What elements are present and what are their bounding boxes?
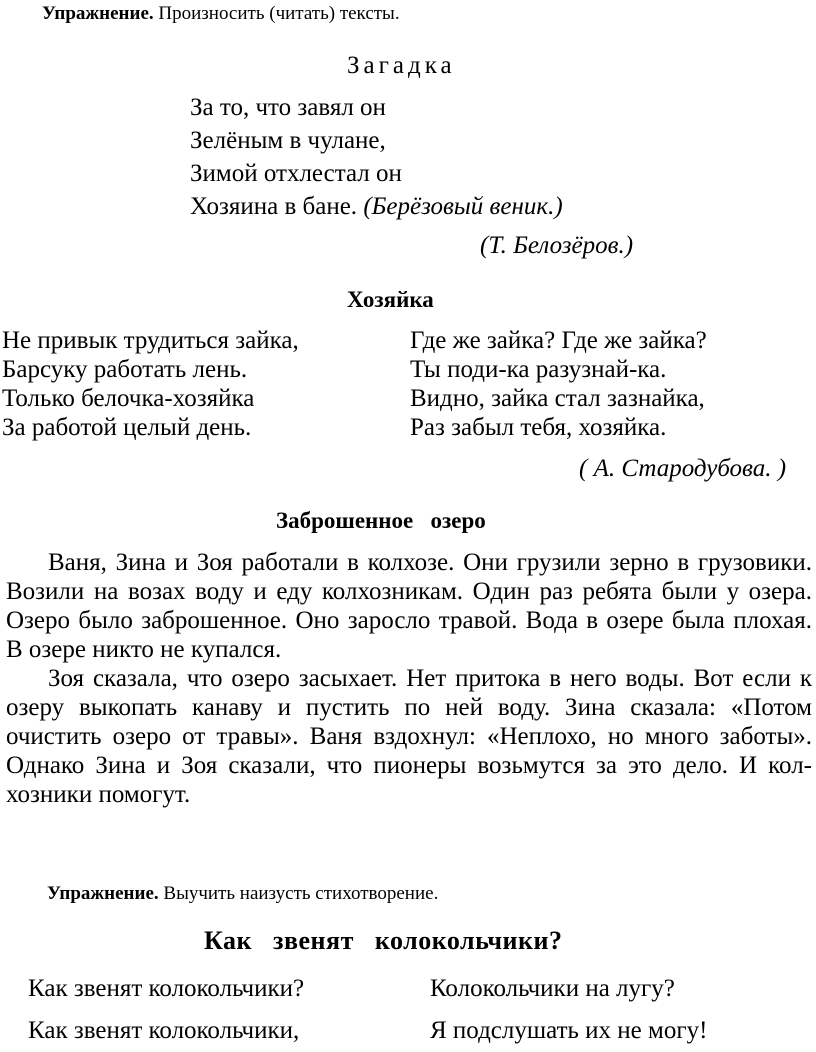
riddle-verse: [190, 91, 563, 223]
verse-line: Как звенят колокольчики,: [28, 1017, 300, 1044]
verse-line: За работой целый день.: [2, 414, 252, 441]
verse-line: Барсуку работать лень.: [2, 356, 248, 383]
exercise-instruction-1: [42, 3, 400, 25]
poem-left-column: [2, 326, 299, 442]
verse-line: Где же зайка? Где же зайка?: [410, 327, 707, 354]
verse-line: Только белочка-хозяйка: [2, 385, 255, 412]
story-paragraph: Ваня, Зина и Зоя работали в колхозе. Они грузили зерно в грузовики. Возили на возах воду и еду колхозникам. Один раз ребята были у озера. Озеро было заброшенное. Оно заросло травой. Вода в озере была плохая. В озере никто не купался.: [6, 549, 812, 663]
verse-line: Видно, зайка стал зазнайка,: [410, 385, 705, 412]
story-title: Заброшенное озеро: [276, 508, 486, 533]
exercise-instruction-2: [47, 883, 438, 905]
poem-title: Хозяйка: [347, 287, 434, 312]
story-paragraph: Зоя сказала, что озеро засыхает. Нет притока в него воды. Вот если к озеру выкопать канаву и пустить по ней воду. Зина сказала: «Потом очистить озеро от травы». Ваня вздохнул: «Неплохо, но много заботы». Однако Зина и Зоя сказали, что пионеры возьмутся за это дело. И колхозники помогут.: [6, 665, 812, 808]
verse-line: Зелёным в чулане,: [190, 127, 386, 154]
verse-line: Ты поди-ка разузнай-ка.: [410, 356, 667, 383]
story-text: [6, 548, 812, 809]
verse-line: Хозяина в бане.: [190, 193, 358, 220]
verse-line: Как звенят колокольчики?: [28, 975, 305, 1002]
riddle-author: (Т. Белозёров.): [480, 232, 634, 259]
exercise-label: Упражнение.: [47, 883, 159, 904]
poem-right-column: [410, 326, 707, 442]
verse-line: Зимой отхлестал он: [190, 160, 402, 187]
poem-left-column: [28, 968, 304, 1052]
verse-line: За то, что завял он: [190, 94, 386, 121]
verse-line: Не привык трудиться зайка,: [2, 327, 299, 354]
exercise-text: Произносить (читать) тексты.: [158, 3, 400, 24]
verse-line: Я подслушать их не могу!: [430, 1017, 708, 1044]
poem-right-column: [430, 968, 707, 1052]
riddle-answer: (Берёзовый веник.): [363, 193, 563, 220]
exercise-label: Упражнение.: [42, 3, 154, 24]
exercise-text: Выучить наизусть стихотворение.: [163, 883, 439, 904]
poem-author: ( А. Стародубова. ): [579, 455, 787, 482]
verse-line: Колокольчики на лугу?: [430, 975, 675, 1002]
verse-line: Раз забыл тебя, хозяйка.: [410, 414, 667, 441]
poem-title: Как звенят колокольчики?: [204, 926, 563, 955]
riddle-title: Загадка: [347, 52, 456, 79]
